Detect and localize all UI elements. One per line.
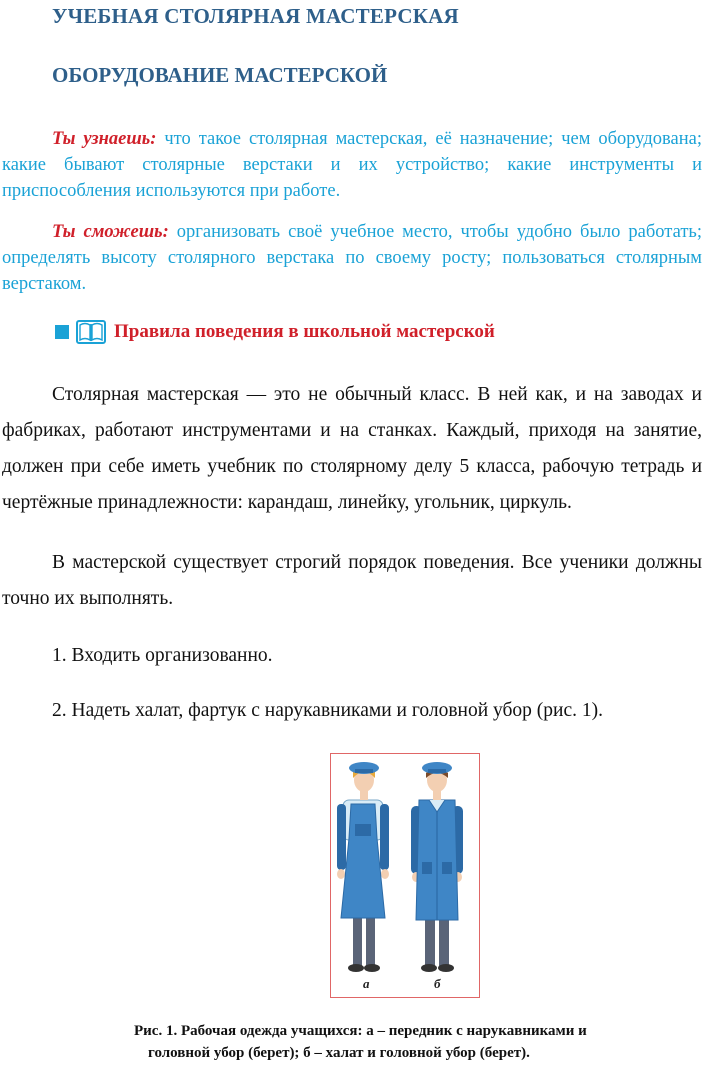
rules-section-title: Правила поведения в школьной мастерской bbox=[114, 321, 495, 342]
objective-learn bbox=[2, 126, 702, 204]
student-apron-figure bbox=[337, 762, 389, 972]
page-title: УЧЕБНАЯ СТОЛЯРНАЯ МАСТЕРСКАЯ bbox=[52, 4, 459, 28]
figure-caption-line1: Рис. 1. Рабочая одежда учащихся: а – передник с нарукавниками и bbox=[134, 1023, 587, 1039]
page-subtitle: ОБОРУДОВАНИЕ МАСТЕРСКОЙ bbox=[52, 63, 388, 87]
objective-can bbox=[2, 219, 702, 297]
figure-label-b: б bbox=[434, 976, 441, 991]
rules-section-heading bbox=[55, 317, 495, 347]
rule-item: 2. Надеть халат, фартук с нарукавниками и головной убор (рис. 1). bbox=[52, 700, 604, 721]
figure-caption bbox=[134, 1020, 690, 1064]
figure-label-a: а bbox=[363, 976, 370, 991]
figure-work-clothes bbox=[330, 753, 480, 998]
rule-item: 1. Входить организованно. bbox=[52, 645, 273, 666]
paragraph-order: В мастерской существует строгий порядок поведения. Все ученики должны точно их выполнять. bbox=[2, 552, 702, 609]
figure-caption-line2: головной убор (берет); б – халат и головной убор (берет). bbox=[148, 1045, 530, 1061]
objective-can-text: организовать своё учебное место, чтобы удобно было работать; определять высоту столярного верстака по своему росту; пользоваться столярным верстаком. bbox=[2, 222, 702, 294]
objective-learn-text: что такое столярная мастерская, её назначение; чем оборудована; какие бывают столярные верстаки и их устройство; какие инструменты и приспособления используются при работе. bbox=[2, 129, 702, 201]
square-marker-icon bbox=[55, 325, 69, 339]
paragraph-workshop: Столярная мастерская — это не обычный класс. В ней как, и на заводах и фабриках, работают инструментами и на станках. Каждый, приходя на занятие, должен при себе иметь учебник по столярному делу 5 класса, рабочую тетрадь и чертёжные принадлежности: карандаш, линейку, угольник, циркуль. bbox=[2, 384, 702, 513]
objective-can-lead: Ты сможешь: bbox=[52, 222, 169, 242]
open-book-icon bbox=[76, 319, 106, 345]
student-coat-figure bbox=[411, 762, 463, 972]
objective-learn-lead: Ты узнаешь: bbox=[52, 129, 157, 149]
work-clothes-illustration bbox=[331, 754, 478, 996]
